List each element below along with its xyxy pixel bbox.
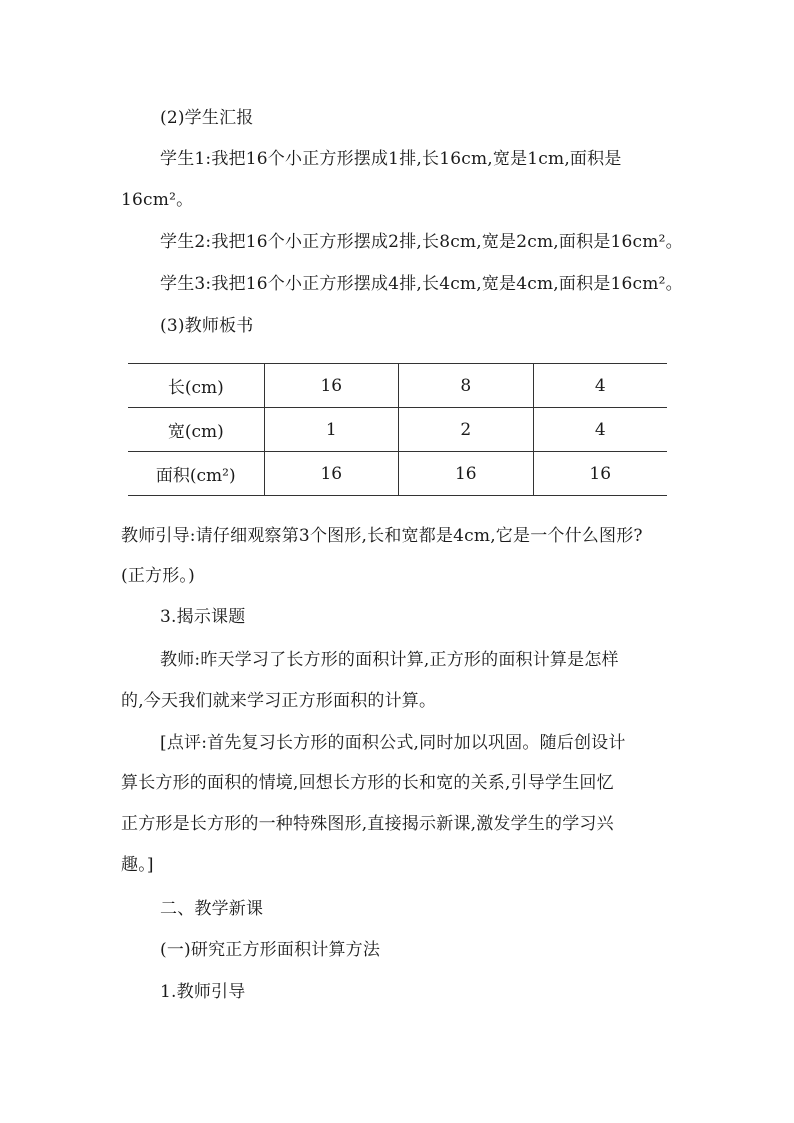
table-row: [128, 452, 667, 496]
table-cell: 8: [399, 364, 533, 408]
sub1-heading: (一)研究正方形面积计算方法: [160, 940, 381, 960]
student1-line2: 16cm²。: [121, 190, 194, 210]
board-heading: (3)教师板书: [160, 316, 254, 336]
student1-line1: 学生1:我把16个小正方形摆成1排,长16cm,宽是1cm,面积是: [160, 149, 622, 169]
table-cell: 1: [264, 408, 398, 452]
table-cell: 16: [264, 452, 398, 496]
table-cell: 4: [533, 364, 667, 408]
part2-heading: 二、教学新课: [160, 899, 264, 919]
teacher-line2: 的,今天我们就来学习正方形面积的计算。: [121, 691, 437, 711]
guide-line2: (正方形。): [121, 566, 195, 586]
table-cell: 16: [533, 452, 667, 496]
board-table: [128, 363, 667, 496]
step1-heading: 1.教师引导: [160, 982, 246, 1002]
guide-line1: 教师引导:请仔细观察第3个图形,长和宽都是4cm,它是一个什么图形?: [121, 526, 643, 546]
table-cell: 16: [264, 364, 398, 408]
comment-line4: 趣。]: [121, 855, 154, 875]
section3-heading: 3.揭示课题: [160, 607, 246, 627]
comment-line3: 正方形是长方形的一种特殊图形,直接揭示新课,激发学生的学习兴: [121, 814, 614, 834]
student2-line: 学生2:我把16个小正方形摆成2排,长8cm,宽是2cm,面积是16cm²。: [160, 232, 683, 252]
comment-line2: 算长方形的面积的情境,回想长方形的长和宽的关系,引导学生回忆: [121, 773, 614, 793]
table-row: [128, 408, 667, 452]
report-heading: (2)学生汇报: [160, 108, 254, 128]
row-label: 宽(cm): [128, 408, 264, 452]
comment-line1: [点评:首先复习长方形的面积公式,同时加以巩固。随后创设计: [160, 733, 626, 753]
table-cell: 16: [399, 452, 533, 496]
row-label: 面积(cm²): [128, 452, 264, 496]
table-cell: 2: [399, 408, 533, 452]
table-cell: 4: [533, 408, 667, 452]
teacher-line1: 教师:昨天学习了长方形的面积计算,正方形的面积计算是怎样: [160, 650, 619, 670]
row-label: 长(cm): [128, 364, 264, 408]
table-row: [128, 364, 667, 408]
student3-line: 学生3:我把16个小正方形摆成4排,长4cm,宽是4cm,面积是16cm²。: [160, 274, 683, 294]
